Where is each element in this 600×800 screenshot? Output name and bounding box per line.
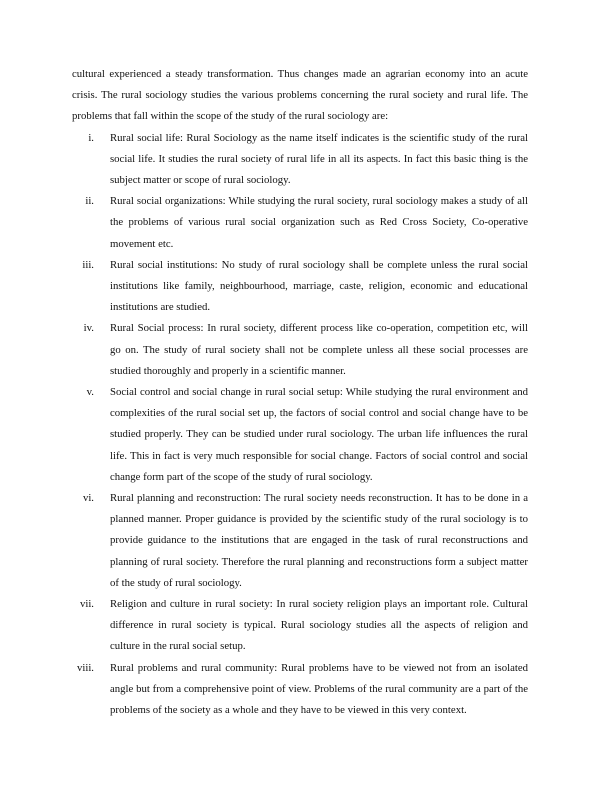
list-item [72, 128, 528, 192]
item-text: Rural Social process: In rural society, different process like co-operation, competition etc, will go on. The study of rural society shall not be complete unless all these social processes are studied thoroughly and properly in a scientific manner. [110, 322, 528, 377]
intro-paragraph: cultural experienced a steady transformation. Thus changes made an agrarian economy into an acute crisis. The rural sociology studies the various problems concerning the rural society and rural life. The problems that fall within the scope of the study of the rural sociology are: [72, 68, 528, 123]
item-text: Rural social life: Rural Sociology as the name itself indicates is the scientific study of the rural social life. It studies the rural society of rural life in all its aspects. In fact this basic thing is the subject matter or scope of rural sociology. [110, 131, 528, 187]
item-number: vi. [82, 492, 94, 505]
scope-list [72, 128, 528, 722]
item-text: Social control and social change in rural social setup: While studying the rural environment and complexities of the rural social set up, the factors of social control and social change have to be studied properly. They can be studied under rural sociology. The urban life influences the rural life. This in fact is very much responsible for social change. Factors of social control and social change form part of the scope of the study of rural sociology. [110, 386, 528, 483]
document-page [72, 64, 528, 721]
list-item [72, 255, 528, 319]
item-text: Rural problems and rural community: Rural problems have to be viewed not from an isolated angle but from a comprehensive point of view. Problems of the rural community are a part of the problems of the society as a whole and they have to be viewed in this very context. [110, 661, 528, 717]
item-number: iii. [82, 258, 94, 271]
item-number: viii. [76, 661, 94, 674]
item-number: v. [86, 386, 94, 399]
list-item [72, 488, 528, 594]
item-number: ii. [85, 195, 94, 208]
list-item [72, 191, 528, 255]
list-item [72, 594, 528, 658]
item-text: Rural social institutions: No study of rural sociology shall be complete unless the rural social institutions like family, neighbourhood, marriage, caste, religion, economic and educational institutions are studied. [110, 258, 528, 314]
item-text: Rural social organizations: While studying the rural society, rural sociology makes a study of all the problems of various rural social organization such as Red Cross Society, Co-operative movement etc. [110, 195, 528, 250]
item-number: i. [88, 131, 94, 144]
list-item [72, 382, 528, 488]
list-item [72, 658, 528, 722]
list-item [72, 318, 528, 382]
item-text: Rural planning and reconstruction: The rural society needs reconstruction. It has to be done in a planned manner. Proper guidance is provided by the scientific study of the rural sociology is to provide guidance to the institutions that are engaged in the task of rural reconstructions and planning of rural society. Therefore the rural planning and reconstructions form a subject matter of the study of rural sociology. [110, 492, 528, 589]
item-number: iv. [83, 322, 94, 335]
item-number: vii. [79, 598, 94, 611]
item-text: Religion and culture in rural society: In rural society religion plays an important role. Cultural difference in rural society is typical. Rural sociology studies all the aspects of religion and culture in the rural social setup. [110, 598, 528, 653]
